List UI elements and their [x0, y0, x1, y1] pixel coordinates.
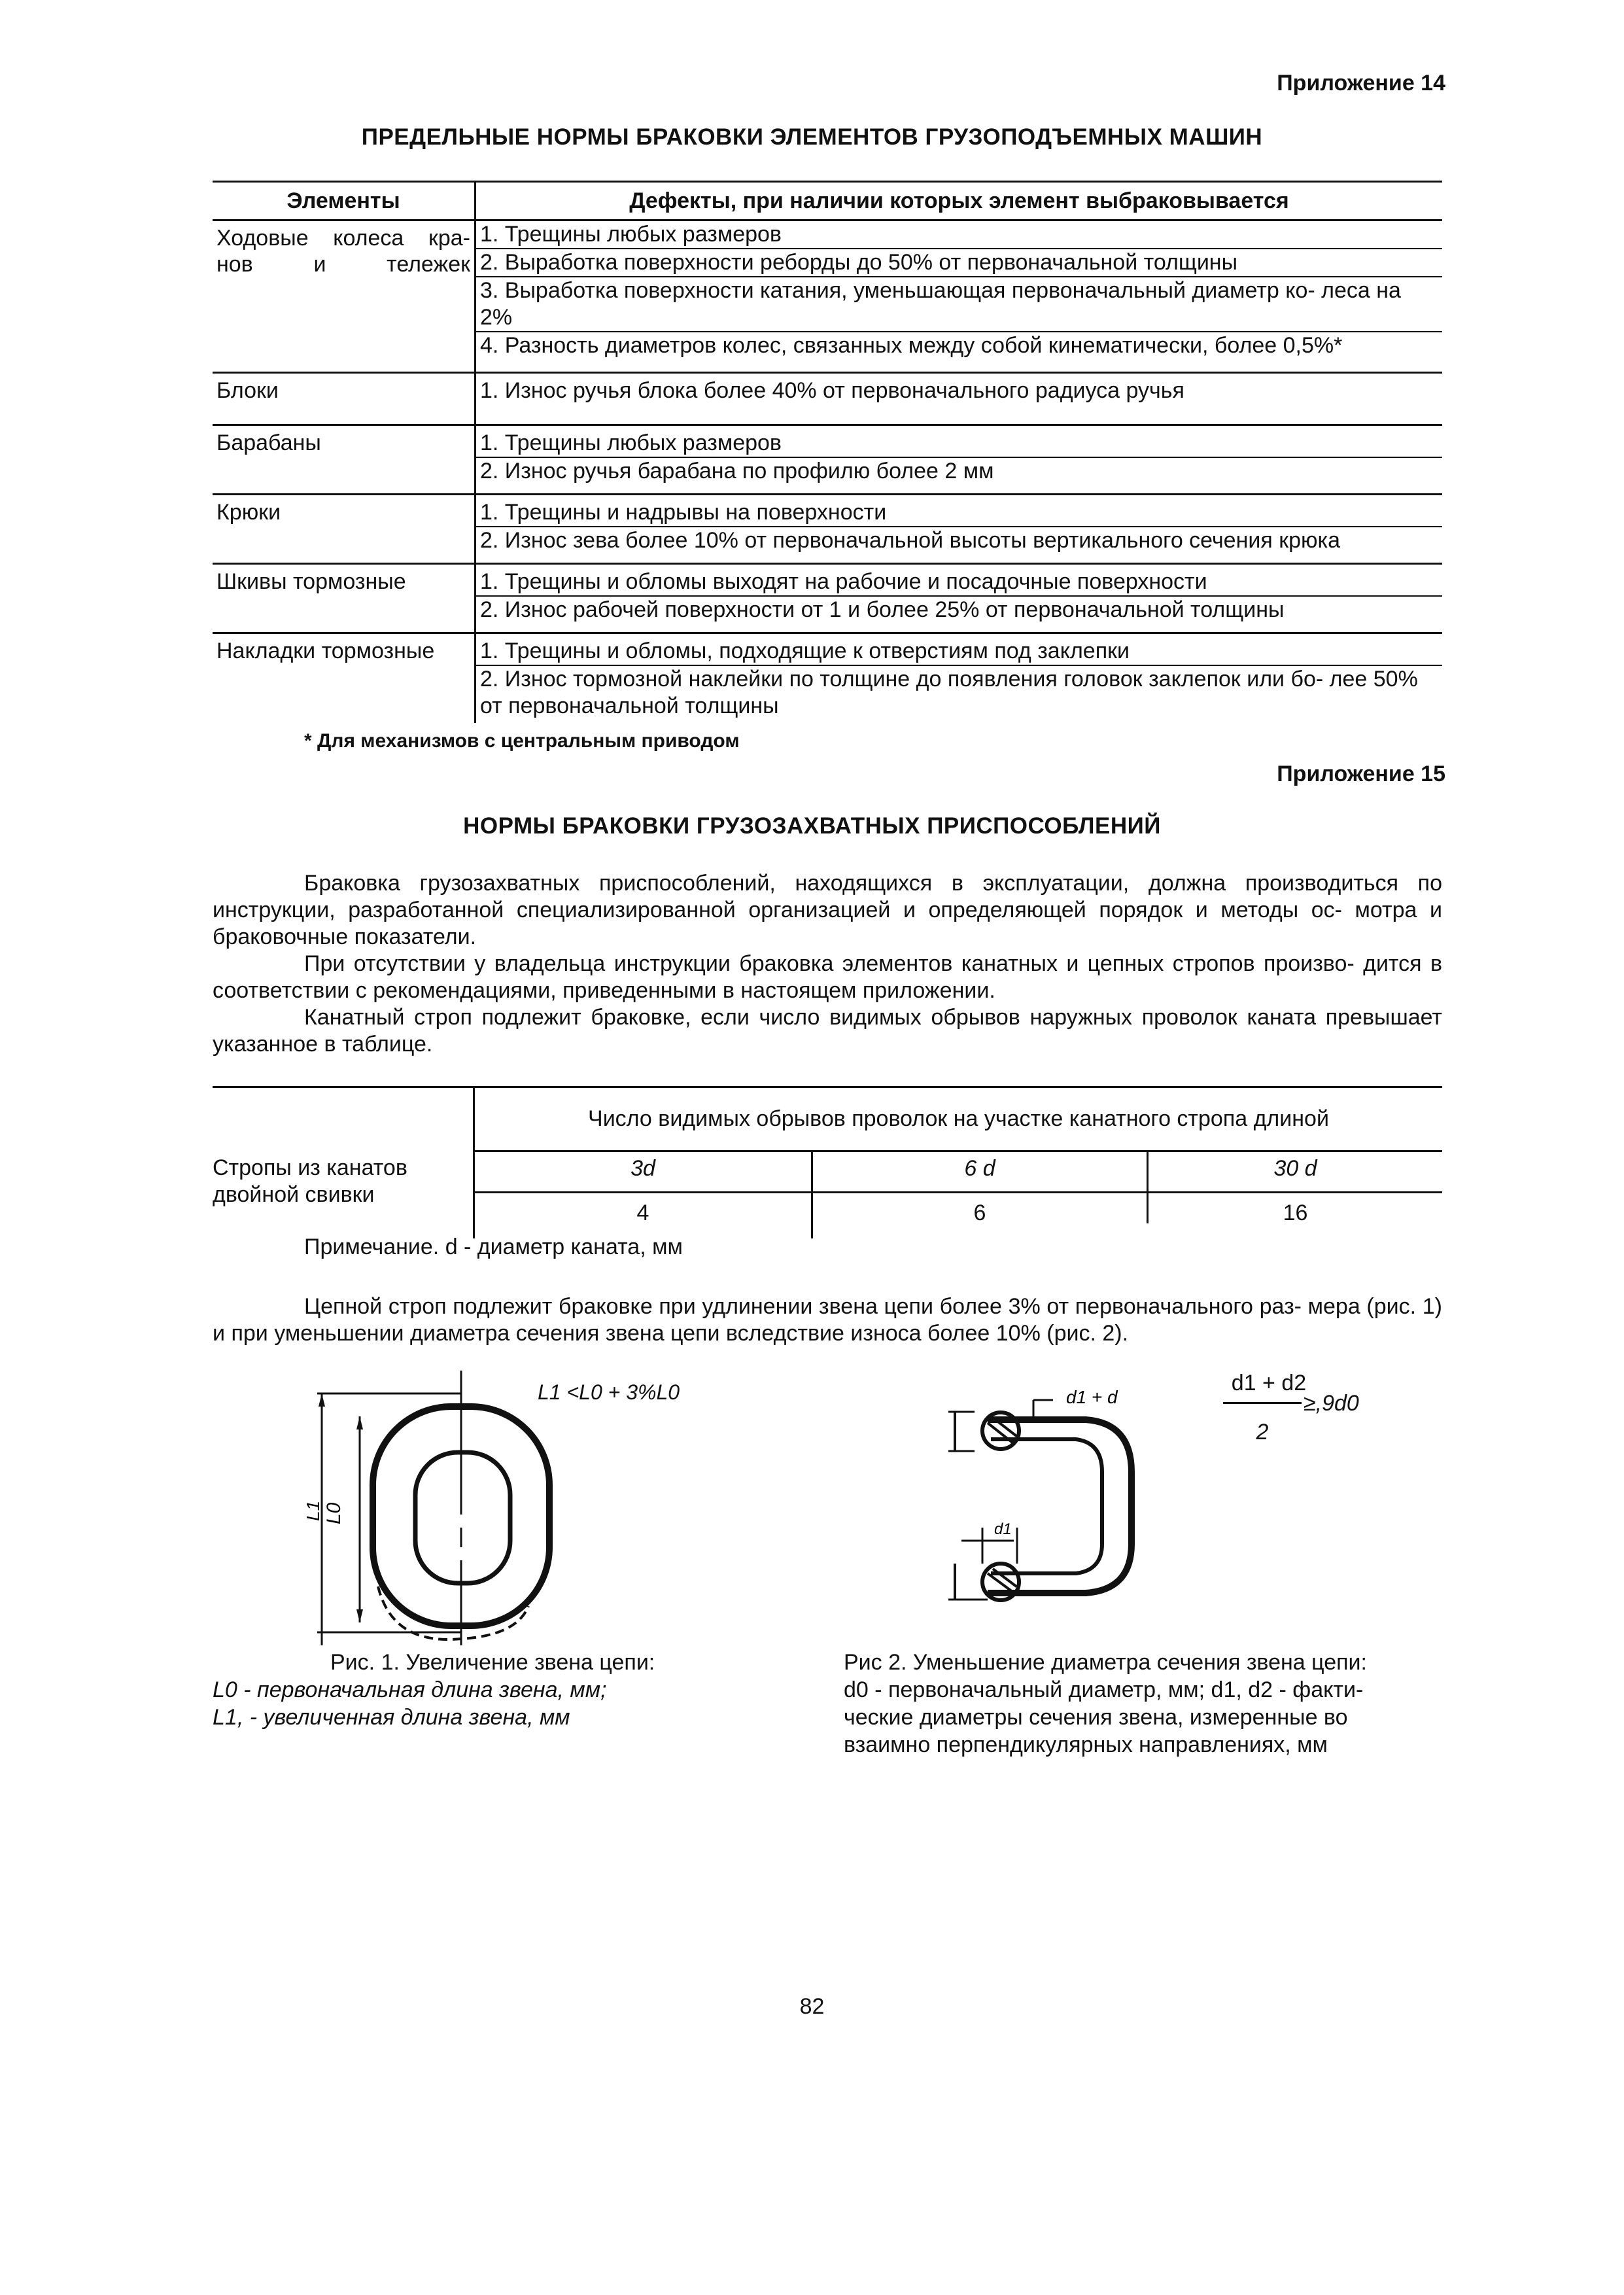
defect-line: 2. Износ ручья барабана по профилю более 2 мм	[480, 459, 994, 483]
paragraph: Канатный строп подлежит браковке, если число видимых обрывов наружных проволок каната превышает указанное в таблице.	[213, 1005, 1442, 1057]
defect-line: 3. Выработка поверхности катания, уменьшающая первоначальный диаметр ко- леса на 2%	[476, 277, 1442, 332]
col-divider	[811, 1150, 813, 1238]
table-row	[213, 495, 1442, 565]
caption-line: Рис 2. Уменьшение диаметра сечения звена цепи:	[844, 1650, 1367, 1675]
table-row	[213, 426, 1442, 495]
caption-line: ческие диаметры сечения звена, измеренные во	[844, 1705, 1348, 1730]
defect-line: 1. Трещины любых размеров	[476, 221, 1442, 249]
caption-line: d0 - первоначальный диаметр, мм; d1, d2 - факти-	[844, 1677, 1364, 1702]
page-number: 82	[799, 1994, 825, 2019]
intro-paragraphs	[213, 870, 1442, 1058]
breaks-cell: 4	[636, 1200, 649, 1225]
defects-cell	[476, 374, 1442, 424]
chain-paragraph	[213, 1293, 1442, 1347]
defect-line: 2. Выработка поверхности реборды до 50% от первоначальной толщины	[476, 249, 1442, 277]
paragraph: Браковка грузозахватных приспособлений, находящихся в эксплуатации, должна производиться по инструкции, разработанной специализированной организацией и определяющей порядок и методы ос- мотра и браковочные показатели.	[213, 871, 1442, 949]
defect-line: 2. Износ рабочей поверхности от 1 и более 25% от первоначальной толщины	[480, 597, 1285, 622]
caption-line: Рис. 1. Увеличение звена цепи:	[330, 1650, 655, 1675]
table-row	[213, 634, 1442, 723]
defect-line: 1. Трещины и обломы выходят на рабочие и посадочные поверхности	[476, 569, 1442, 597]
header-defects: Дефекты, при наличии которых элемент выбраковывается	[629, 188, 1289, 213]
table-row	[213, 565, 1442, 634]
figure-1-chain-link	[301, 1371, 576, 1652]
paragraph: При отсутствии у владельца инструкции браковка элементов канатных и цепных стропов произво- дится в соответствии с рекомендациями, приведенными в настоящем приложении.	[213, 951, 1442, 1003]
defect-line: 1. Износ ручья блока более 40% от первоначального радиуса ручья	[480, 378, 1184, 403]
length-cell: 3d	[631, 1156, 655, 1181]
appendix-15-title: НОРМЫ БРАКОВКИ ГРУЗОЗАХВАТНЫХ ПРИСПОСОБЛЕНИЙ	[463, 813, 1161, 839]
row-divider	[475, 1191, 1442, 1193]
fig1-caption	[330, 1649, 655, 1676]
defects-cell	[476, 495, 1442, 563]
rope-sling-table	[213, 1086, 1442, 1238]
rope-table-header: Число видимых обрывов проволок на участке канатного стропа длиной	[475, 1088, 1442, 1152]
element-cell: Шкивы тормозные	[213, 565, 476, 632]
fig1-label-l0: L0	[323, 1502, 345, 1524]
col-divider	[1147, 1150, 1149, 1223]
rope-row-label: Стропы из канатов двойной свивки	[213, 1155, 407, 1207]
caption-line: взаимно перпендикулярных направлениях, мм	[844, 1732, 1328, 1757]
breaks-cell: 6	[973, 1200, 986, 1225]
element-cell: Блоки	[213, 374, 476, 424]
table-row	[213, 374, 1442, 426]
defects-cell	[476, 634, 1442, 723]
fig2-formula-bar	[1223, 1402, 1302, 1404]
defect-line: 1. Трещины и надрывы на поверхности	[476, 499, 1442, 527]
fig2-label-top: d1 + d	[1066, 1387, 1118, 1407]
figure-2-link-section	[935, 1374, 1184, 1622]
length-cell: 30 d	[1273, 1156, 1317, 1181]
footnote: * Для механизмов с центральным приводом	[304, 730, 740, 752]
defects-cell	[476, 426, 1442, 493]
breaks-cell: 16	[1283, 1200, 1308, 1225]
defect-line: 1. Трещины любых размеров	[476, 430, 1442, 458]
defect-line: 1. Трещины и обломы, подходящие к отверстиям под заклепки	[476, 638, 1442, 666]
header-elements: Элементы	[213, 183, 476, 219]
fig2-caption	[844, 1649, 1442, 1759]
defects-table	[213, 181, 1442, 723]
appendix-14-label: Приложение 14	[1277, 71, 1445, 96]
defects-cell	[476, 221, 1442, 372]
fig2-formula-numerator: d1 + d2	[1231, 1371, 1307, 1395]
element-cell: Накладки тормозные	[213, 634, 476, 723]
table-row	[213, 221, 1442, 374]
fig2-formula-denominator: 2	[1256, 1420, 1269, 1445]
fig2-label-mid: d1	[994, 1520, 1012, 1538]
caption-line: L0 - первоначальная длина звена, мм;	[213, 1677, 607, 1702]
fig2-formula-rhs: ≥,9d0	[1304, 1391, 1359, 1416]
rope-note: Примечание. d - диаметр каната, мм	[304, 1235, 683, 1259]
appendix-14-title: ПРЕДЕЛЬНЫЕ НОРМЫ БРАКОВКИ ЭЛЕМЕНТОВ ГРУЗОПОДЪЕМНЫХ МАШИН	[361, 124, 1263, 150]
appendix-15-label: Приложение 15	[1277, 762, 1445, 786]
element-cell: Ходовые колеса кра- нов и тележек	[213, 221, 476, 372]
table-header-row	[213, 181, 1442, 221]
defect-line: 2. Износ тормозной наклейки по толщине до появления головок заклепок или бо- лее 50% от первоначальной толщины	[480, 667, 1418, 718]
element-cell: Барабаны	[213, 426, 476, 493]
element-cell: Крюки	[213, 495, 476, 563]
defect-line: 4. Разность диаметров колес, связанных между собой кинематически, более 0,5%*	[480, 333, 1343, 358]
fig1-label-l1: L1	[303, 1500, 323, 1521]
paragraph: Цепной строп подлежит браковке при удлинении звена цепи более 3% от первоначального раз- мера (рис. 1) и при уменьшении диаметра сечения звена цепи вследствие износа более 10% (рис. 2).	[213, 1294, 1442, 1346]
fig1-formula: L1 <L0 + 3%L0	[538, 1380, 680, 1404]
fig1-caption-legend	[213, 1676, 606, 1731]
defect-line: 2. Износ зева более 10% от первоначальной высоты вертикального сечения крюка	[480, 528, 1341, 553]
caption-line: L1, - увеличенная длина звена, мм	[213, 1705, 570, 1730]
length-cell: 6 d	[964, 1156, 995, 1181]
defects-cell	[476, 565, 1442, 632]
